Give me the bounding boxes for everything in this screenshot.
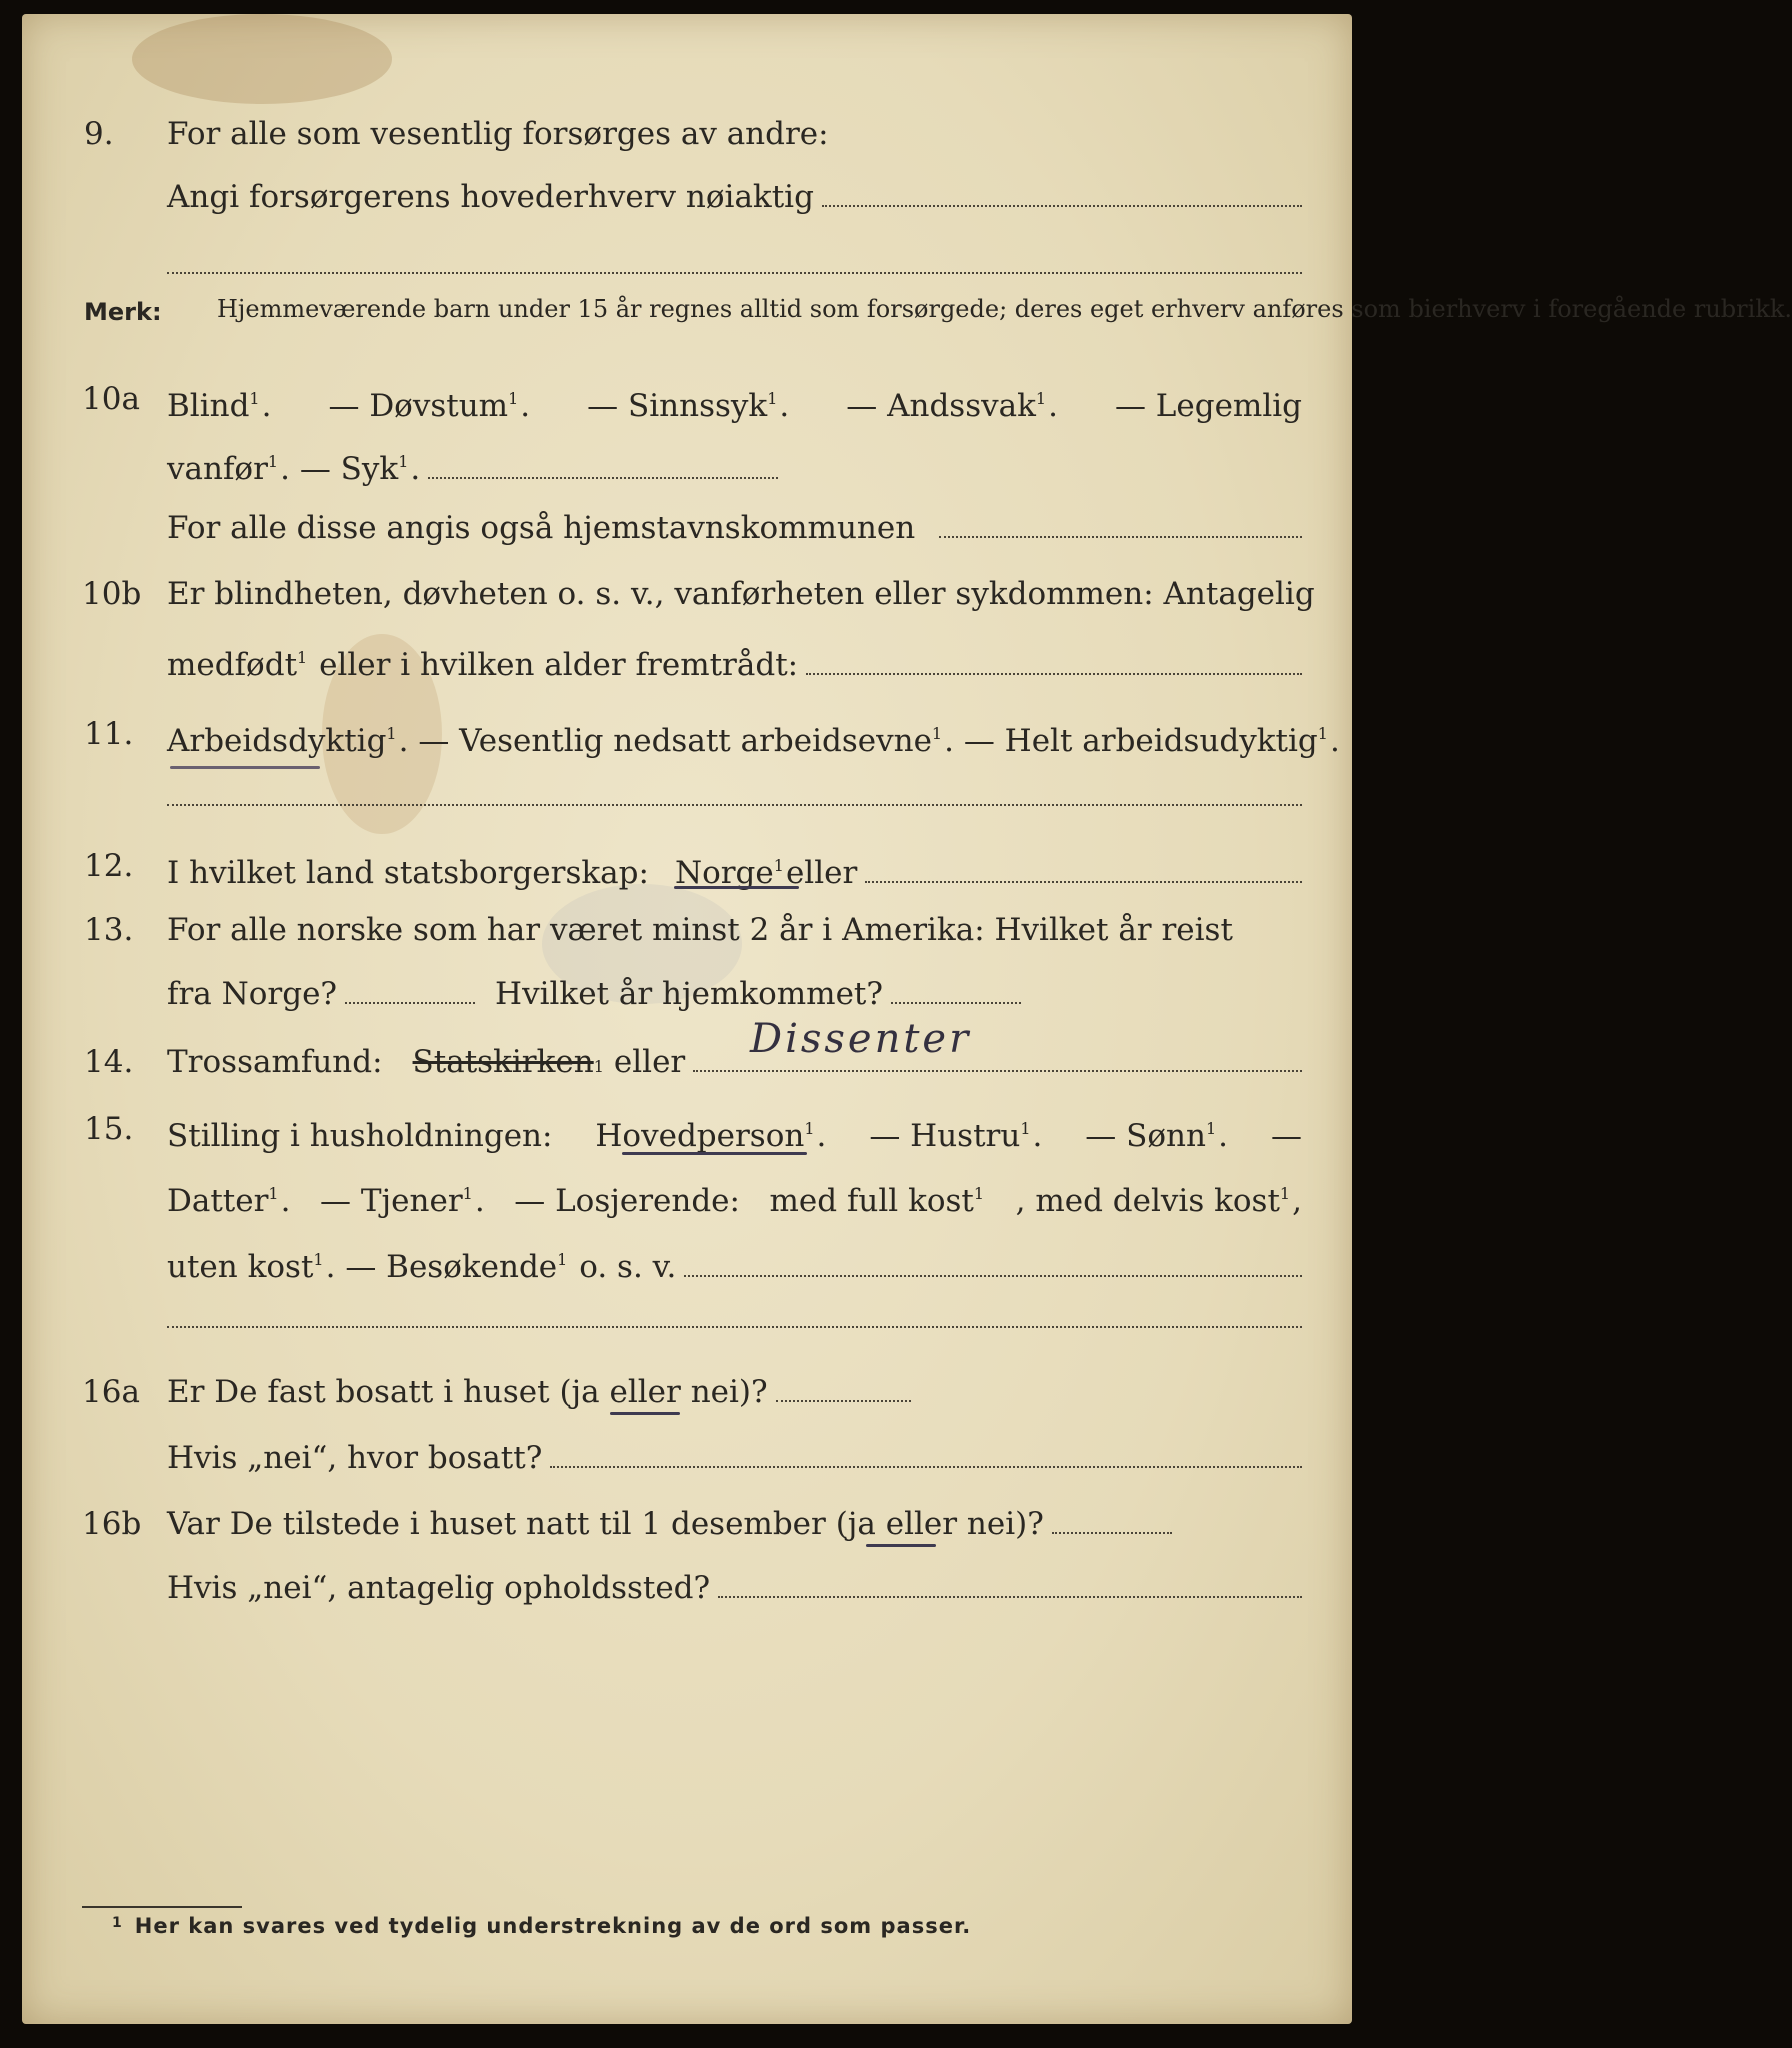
question-number: 11. <box>84 716 134 752</box>
option-datter[interactable]: Datter$^1$. <box>167 1183 291 1219</box>
option-dovstum[interactable]: — Døvstum$^1$. <box>328 388 531 424</box>
answer-field-hjemkommet[interactable] <box>891 974 1021 1004</box>
answer-field[interactable] <box>428 449 778 479</box>
option-arbeidsdyktig[interactable]: Arbeidsdyktig$^1$. <box>167 723 419 759</box>
footnote-divider <box>82 1906 242 1908</box>
question-number: 16a <box>82 1374 140 1410</box>
footnote-mark: 1 <box>112 1915 123 1931</box>
option-blind[interactable]: Blind$^1$. <box>167 388 272 424</box>
question-text: For alle disse angis også hjemstavnskommunen <box>167 510 916 546</box>
paper-stain <box>132 14 392 104</box>
option-besokende[interactable]: — Besøkende$^1$ <box>345 1249 568 1285</box>
option-norge[interactable]: Norge$^1$ <box>674 855 784 891</box>
footnote-text: Her kan svares ved tydelig understrekning av de ord som passer. <box>134 1914 972 1938</box>
question-text: For alle som vesentlig forsørges av andre: <box>167 116 829 152</box>
option-statskirken-struck[interactable]: Statskirken <box>412 1044 594 1080</box>
question-text: Angi forsørgerens hovederhverv nøiaktig <box>167 179 814 215</box>
handwritten-underline <box>622 1152 807 1155</box>
question-number: 10b <box>82 576 142 612</box>
question-number: 16b <box>82 1506 142 1542</box>
question-text: Var De tilstede i huset natt til 1 desember (ja eller nei)? <box>167 1506 1044 1542</box>
option-hovedperson[interactable]: Hovedperson$^1$. <box>595 1118 827 1154</box>
question-text: Stilling i husholdningen: <box>167 1118 553 1154</box>
question-number: 14. <box>84 1044 134 1080</box>
answer-field[interactable] <box>822 177 1302 207</box>
note-label: Merk: <box>84 298 162 326</box>
question-text: — Losjerende: <box>514 1183 740 1219</box>
question-number: 15. <box>84 1111 134 1147</box>
handwritten-underline <box>866 1544 936 1547</box>
answer-field[interactable] <box>939 508 1302 538</box>
answer-field[interactable] <box>167 272 1302 274</box>
question-text: Hvis „nei“, antagelig opholdssted? <box>167 1570 711 1606</box>
handwritten-answer: Dissenter <box>750 1016 972 1062</box>
option-syk[interactable]: — Syk$^1$. <box>299 451 421 487</box>
option-full-kost[interactable]: med full kost$^1$ <box>769 1183 985 1219</box>
question-number: 12. <box>84 848 134 884</box>
option-uten-kost[interactable]: uten kost$^1$. <box>167 1249 346 1285</box>
dash: — <box>1270 1118 1302 1154</box>
handwritten-underline <box>170 766 320 769</box>
question-number: 10a <box>82 381 140 417</box>
question-text: eller <box>785 855 858 891</box>
option-hustru[interactable]: — Hustru$^1$. <box>869 1118 1043 1154</box>
question-text: fra Norge? <box>167 976 338 1012</box>
option-legemlig[interactable]: — Legemlig <box>1114 388 1302 424</box>
option-arbeidsudyktig[interactable]: — Helt arbeidsudyktig$^1$. <box>963 723 1340 759</box>
answer-field[interactable] <box>550 1438 1302 1468</box>
answer-field[interactable] <box>1052 1504 1172 1534</box>
question-text: eller i hvilken alder fremtrådt: <box>319 647 799 683</box>
option-andssvak[interactable]: — Andssvak$^1$. <box>846 388 1058 424</box>
question-number: 13. <box>84 912 134 948</box>
option-sinnssyk[interactable]: — Sinnssyk$^1$. <box>587 388 790 424</box>
option-nedsatt-arbeidsevne[interactable]: — Vesentlig nedsatt arbeidsevne$^1$. <box>418 723 964 759</box>
question-text: I hvilket land statsborgerskap: <box>167 855 649 891</box>
option-medfodt[interactable]: medfødt$^1$ <box>167 647 308 683</box>
census-form-page: 9. For alle som vesentlig forsørges av andre: Angi forsørgerens hovederhverv nøiaktig Merk: Hjemmeværende barn under 15 år regnes alltid som forsørgede; deres eget erhverv anføres som bierhverv i foregående rubrikk. 10a Blind$^1$. — Døvstum$^1$. — Sinnssyk$^1$. — Andssvak$^1$. — Legemlig vanfør$^1$. — Syk$^1$. For alle disse angis også hjemstavnskommunen 10b Er blindheten, døvheten o. s. v., vanførheten eller sykdommen: Antagelig medfødt$^1$ eller i hvilken alder fremtrådt: 11. Arbeidsdyktig$^1$. — Vesentlig nedsatt arbeidsevne$^1$. — Helt arbeidsudyktig$^1$. 12. I hvilket land statsborgerskap: Norge$^1$ eller 13. For alle norske som har været minst 2 år i Amerika: Hvilket år reist fra Norge? Hvilket år hjemkommet? 14. Trossamfund: Statskirken 1 eller Dissenter 15. Stilling i husholdningen: Hovedperson$^1$. — Hustru$^1$. — Sønn$^1$. — Datter$^1$. — Tjener$^1$. — Losjerende: med full kost$^1$ , med delvis kost$^1$, uten kost$^1$. — Besøkende$^1$ o. s. v. 16a Er De fast bosatt i huset (ja eller nei)? Hvis „nei“, hvor bosatt? 16b Var De tilstede i huset natt til 1 desember (ja eller nei)? Hvis „nei“, antagelig opholdssted? $^1$ Her kan svares ved tydelig understrekning av de ord som passer. <box>22 14 1352 2024</box>
option-sonn[interactable]: — Sønn$^1$. <box>1085 1118 1229 1154</box>
question-text: Hvilket år hjemkommet? <box>495 976 884 1012</box>
footnote <box>112 1914 971 1938</box>
answer-field[interactable] <box>806 645 1302 675</box>
answer-field-reist[interactable] <box>345 974 475 1004</box>
answer-field[interactable] <box>776 1372 911 1402</box>
option-tjener[interactable]: — Tjener$^1$. <box>320 1183 485 1219</box>
question-text: eller <box>613 1044 686 1080</box>
question-text: o. s. v. <box>579 1249 677 1285</box>
answer-field[interactable] <box>167 804 1302 806</box>
answer-field[interactable] <box>718 1568 1302 1598</box>
question-text: Er De fast bosatt i huset (ja eller nei)? <box>167 1374 768 1410</box>
question-text: Er blindheten, døvheten o. s. v., vanførheten eller sykdommen: Antagelig <box>167 576 1315 612</box>
question-text: Hvis „nei“, hvor bosatt? <box>167 1440 543 1476</box>
question-text: Trossamfund: <box>167 1044 383 1080</box>
answer-field[interactable] <box>684 1247 1302 1277</box>
question-text: For alle norske som har været minst 2 år i Amerika: Hvilket år reist <box>167 912 1233 948</box>
note-text: Hjemmeværende barn under 15 år regnes alltid som forsørgede; deres eget erhverv anføres som bierhverv i foregående rubrikk. <box>217 295 1792 323</box>
option-delvis-kost[interactable]: , med delvis kost$^1$, <box>1015 1183 1302 1219</box>
answer-field[interactable] <box>167 1326 1302 1328</box>
question-number: 9. <box>84 116 114 152</box>
answer-field[interactable] <box>865 853 1302 883</box>
handwritten-underline <box>674 886 799 889</box>
option-vanfor[interactable]: vanfør$^1$. <box>167 451 300 487</box>
handwritten-underline <box>610 1412 680 1415</box>
